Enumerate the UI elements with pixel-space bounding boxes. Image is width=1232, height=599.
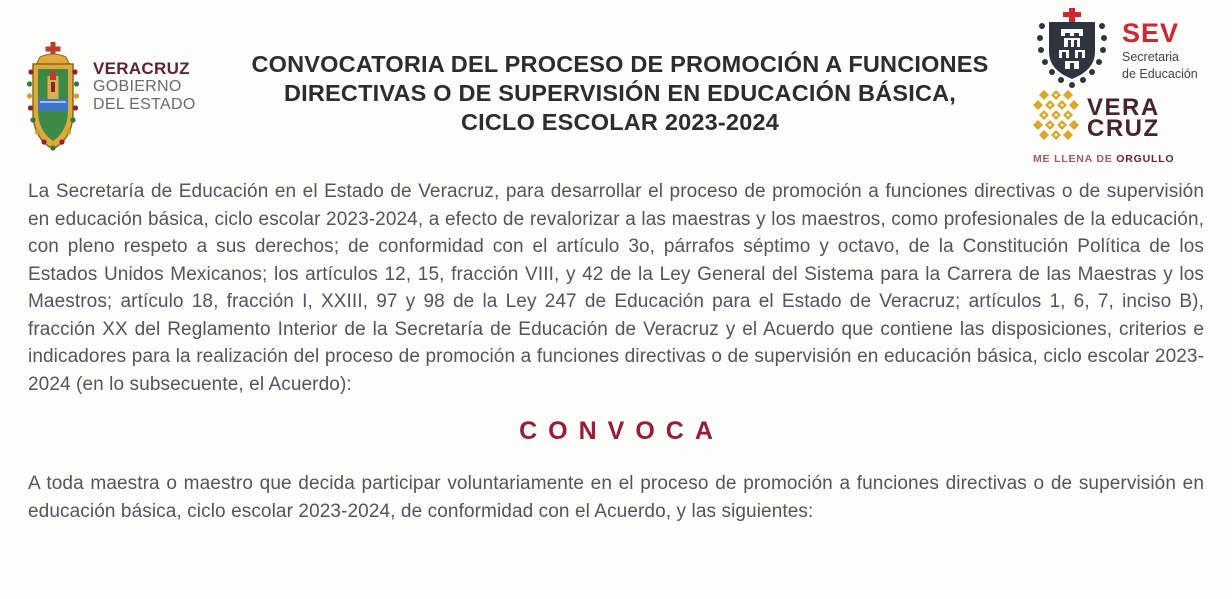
sev-logo-text: [1122, 20, 1198, 82]
sev-acronym: SEV: [1122, 18, 1180, 48]
veracruz-state-sub2: DEL ESTADO: [93, 95, 196, 113]
sev-logo: [1032, 8, 1198, 93]
veracruz-wordmark-line1: VERA: [1087, 93, 1160, 121]
page-title: CONVOCATORIA DEL PROCESO DE PROMOCIÓN A FUNCIONES DIRECTIVAS O DE SUPERVISIÓN EN EDUCACIÓN BÁSICA, CICLO ESCOLAR 2023-2024: [251, 51, 989, 135]
veracruz-state-logo-text: [93, 60, 196, 113]
veracruz-tagline-light: ME LLENA DE: [1033, 153, 1117, 165]
veracruz-state-logo: [26, 42, 196, 169]
document-body: [0, 178, 1232, 525]
veracruz-wordmark-line2: CRUZ: [1087, 114, 1160, 142]
veracruz-state-brand: VERACRUZ: [93, 59, 190, 78]
veracruz-tagline: [1033, 153, 1211, 165]
intro-paragraph: La Secretaría de Educación en el Estado de Veracruz, para desarrollar el proceso de promoción a funciones directivas o de supervisión en educación básica, ciclo escolar 2023-2024, a efecto de revalorizar a las maestras y los maestros, como profesionales de la educación, con pleno respeto a sus derechos; de conformidad con el artículo 3o, párrafos séptimo y octavo, de la Constitución Política de los Estados Unidos Mexicanos; los artículos 12, 15, fracción VIII, y 42 de la Ley General del Sistema para la Carrera de las Maestras y los Maestros; artículo 18, fracción I, XXIII, 97 y 98 de la Ley 247 de Educación para el Estado de Veracruz; artículos 1, 6, 7, inciso B), fracción XX del Reglamento Interior de la Secretaría de Educación de Veracruz y el Acuerdo que contiene las disposiciones, criterios e indicadores para la realización del proceso de promoción a funciones directivas o de supervisión en educación básica, ciclo escolar 2023-2024 (en lo subsecuente, el Acuerdo):: [28, 181, 1204, 395]
convoca-heading: CONVOCA: [519, 417, 724, 445]
gold-pattern-icon: [1033, 88, 1079, 147]
sev-caption-line1: Secretaria: [1122, 50, 1179, 64]
closing-paragraph: A toda maestra o maestro que decida participar voluntariamente en el proceso de promoción a funciones directivas o de supervisión en educación básica, ciclo escolar 2023-2024, de conformidad con el Acuerdo, y las siguientes:: [28, 473, 1204, 522]
veracruz-wordmark: [1087, 93, 1160, 142]
veracruz-tagline-bold: ORGULLO: [1116, 153, 1175, 165]
veracruz-brand-logo: [1033, 88, 1211, 165]
document-header: [0, 0, 1232, 170]
veracruz-state-sub1: GOBIERNO: [93, 78, 182, 96]
veracruz-coat-of-arms-icon: [26, 42, 80, 169]
sev-shield-icon: [1032, 8, 1112, 93]
sev-caption-line2: de Educación: [1122, 67, 1198, 82]
